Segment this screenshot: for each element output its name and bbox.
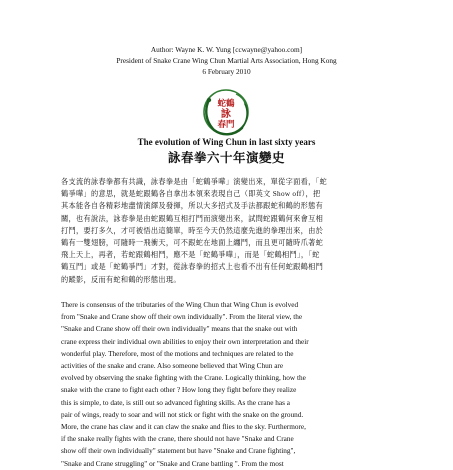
english-text-line: crane express their individual own abilities to enjoy their own interpretation and their (61, 337, 309, 346)
logo-text-top: 蛇鶴 (217, 99, 235, 109)
author-position: President of Snake Crane Wing Chun Martial Arts Association, Hong Kong (116, 56, 337, 65)
association-logo-icon (200, 86, 252, 138)
chinese-paragraph (61, 176, 398, 286)
english-text-line: "Snake and Crane show off their own individually" means that the snake out with (61, 325, 298, 334)
english-text-line: show off their own individually" statement but have "Snake and Crane fighting", (61, 447, 296, 456)
english-text-line: More, the crane has claw and it can claw the snake and flies to the sky. Furthermore, (61, 423, 306, 432)
author-line: Author: Wayne K. W. Yung [ccwayne@yahoo.com] (150, 45, 303, 54)
english-paragraph (61, 299, 401, 470)
english-text-line: evolved by observing the snake fighting with the Crane. Logically thinking, how the (61, 374, 306, 383)
chinese-text-line: 的蹤影，反而有蛇和鶴的形態出現。 (61, 275, 181, 284)
chinese-text-line: 飛上天上，再者，若蛇跟鶴相鬥，應不是「蛇鶴爭嘩」，而是「蛇鶴相鬥」，「蛇 (61, 251, 320, 260)
english-text-line: There is consensus of the tributaries of the Wing Chun that Wing Chun is evolved (61, 301, 299, 309)
chinese-text-line: 鶴爭嘩」的意思，就是蛇跟鶴各自拿出本領來表現自己（即英文 Show off），把 (61, 190, 321, 199)
english-text-line: "Snake and Crane struggling" or "Snake and Crane battling ". From the most (61, 459, 284, 468)
document-header (0, 44, 453, 77)
english-text-line: snake with the crane to fight each other ? How long they fight before they realize (61, 386, 297, 395)
chinese-text-line: 其本能各自各精彩地盡情演繹及發揮，所以大多招式及手法都跟蛇和鶴的形態有 (61, 202, 324, 211)
document-date: 6 February 2010 (202, 67, 251, 76)
english-text-line: from "Snake and Crane show off their own individually". From the literal view, the (61, 313, 303, 322)
chinese-text-line: 鶴有一雙翅膀，可隨時一飛衝天，可不跟蛇在地面上纏鬥，而且更可隨時爪著蛇 (61, 239, 324, 248)
english-text-line: wonderful play. Therefore, most of the motions and techniques are related to the (61, 349, 294, 358)
chinese-text-line: 關，也有說法，詠春拳是由蛇跟鶴互相打鬥而演變出來，試問蛇跟鶴何來會互相 (61, 214, 324, 223)
english-text-line: if the snake really fights with the crane, there should not have "Snake and Crane (61, 435, 294, 444)
logo-text-mid: 詠 (221, 109, 231, 120)
title-english: The evolution of Wing Chun in last sixty years (137, 137, 316, 147)
chinese-text-line: 各支流的詠春拳都有共識，詠春拳是由「蛇鶴爭嘩」演變出來，單從字面看，「蛇 (61, 178, 327, 186)
chinese-text-line: 鶴互鬥」或是「蛇鶴爭鬥」才對，從詠春拳的招式上也看不出有任何蛇跟鶴相鬥 (61, 263, 324, 272)
chinese-text-line: 打鬥，要打多久，才可被悟出這簡單，時至今天仍然這麼先進的拳理出來，由於 (61, 226, 324, 235)
english-text-line: pair of wings, ready to soar and will not stick or fight with the snake on the ground. (61, 410, 304, 419)
english-text-line: this is simple, to date, is still out so advanced fighting skills. As the crane has a (61, 398, 290, 407)
english-text-line: activities of the snake and crane. Also someone believed that Wing Chun are (61, 362, 284, 371)
title-chinese: 詠春拳六十年演變史 (167, 151, 285, 165)
logo-text-bottom: 春門 (217, 120, 235, 130)
